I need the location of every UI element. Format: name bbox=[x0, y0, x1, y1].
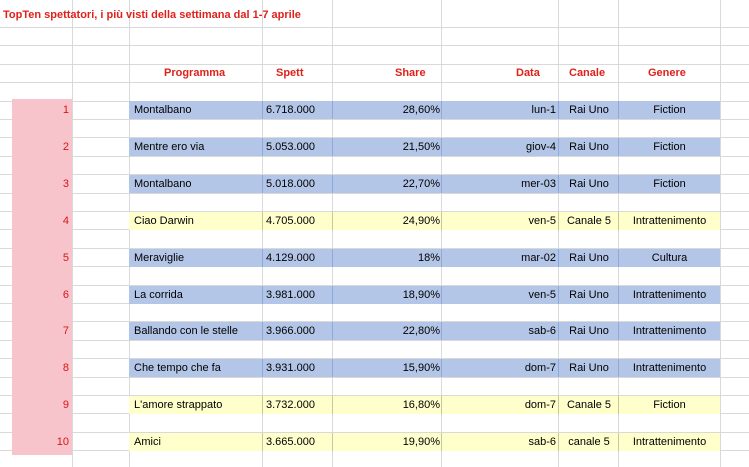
cell-border bbox=[262, 249, 263, 267]
row-gridline bbox=[0, 45, 749, 46]
data-cell[interactable]: mar-02 bbox=[521, 252, 556, 264]
genere-cell[interactable]: Intrattenimento bbox=[632, 362, 707, 374]
genere-cell[interactable]: Intrattenimento bbox=[632, 289, 707, 301]
cell-border bbox=[441, 322, 442, 340]
spett-cell[interactable]: 3.665.000 bbox=[266, 436, 315, 448]
canale-cell[interactable]: Rai Uno bbox=[569, 252, 609, 264]
share-cell[interactable]: 22,70% bbox=[402, 178, 440, 190]
cell-border bbox=[332, 175, 333, 193]
cell-border bbox=[332, 101, 333, 119]
cell-border bbox=[262, 101, 263, 119]
cell-border bbox=[332, 322, 333, 340]
genere-cell[interactable]: Intrattenimento bbox=[632, 325, 707, 337]
spett-cell[interactable]: 3.931.000 bbox=[266, 362, 315, 374]
cell-border bbox=[262, 175, 263, 193]
header-canale[interactable]: Canale bbox=[569, 67, 606, 79]
rank-cell[interactable]: 6 bbox=[62, 289, 69, 301]
rank-cell[interactable]: 7 bbox=[62, 325, 69, 337]
data-cell[interactable]: sab-6 bbox=[528, 325, 556, 337]
cell-border bbox=[262, 396, 263, 414]
programma-cell[interactable]: Amici bbox=[134, 436, 161, 448]
programma-cell[interactable]: La corrida bbox=[134, 289, 183, 301]
data-cell[interactable]: dom-7 bbox=[524, 362, 556, 374]
genere-cell[interactable]: Fiction bbox=[653, 104, 686, 116]
cell-border bbox=[441, 138, 442, 156]
spett-cell[interactable]: 5.053.000 bbox=[266, 141, 315, 153]
share-cell[interactable]: 19,90% bbox=[402, 436, 440, 448]
data-cell[interactable]: mer-03 bbox=[521, 178, 556, 190]
cell-border bbox=[332, 433, 333, 451]
spett-cell[interactable]: 4.705.000 bbox=[266, 215, 315, 227]
cell-border bbox=[441, 175, 442, 193]
row-gridline bbox=[0, 193, 749, 194]
rank-cell[interactable]: 9 bbox=[62, 399, 69, 411]
rank-cell[interactable]: 10 bbox=[56, 436, 69, 448]
sheet-title[interactable]: TopTen spettatori, i più visti della settimana dal 1-7 aprile bbox=[3, 9, 301, 21]
rank-cell[interactable]: 3 bbox=[62, 178, 69, 190]
canale-cell[interactable]: canale 5 bbox=[568, 436, 610, 448]
cell-border bbox=[262, 433, 263, 451]
genere-cell[interactable]: Fiction bbox=[653, 399, 686, 411]
cell-border bbox=[332, 359, 333, 377]
row-gridline bbox=[0, 377, 749, 378]
data-cell[interactable]: lun-1 bbox=[531, 104, 556, 116]
share-cell[interactable]: 15,90% bbox=[402, 362, 440, 374]
cell-border bbox=[441, 433, 442, 451]
cell-border bbox=[332, 138, 333, 156]
cell-border bbox=[441, 212, 442, 230]
spett-cell[interactable]: 6.718.000 bbox=[266, 104, 315, 116]
rank-cell[interactable]: 1 bbox=[62, 104, 69, 116]
cell-border bbox=[262, 322, 263, 340]
cell-border bbox=[441, 101, 442, 119]
cell-border bbox=[332, 286, 333, 304]
canale-cell[interactable]: Rai Uno bbox=[569, 325, 609, 337]
spett-cell[interactable]: 3.981.000 bbox=[266, 289, 315, 301]
cell-border bbox=[262, 138, 263, 156]
programma-cell[interactable]: Meraviglie bbox=[134, 252, 185, 264]
column-gridline bbox=[720, 0, 721, 467]
data-cell[interactable]: ven-5 bbox=[528, 289, 556, 301]
programma-cell[interactable]: Ciao Darwin bbox=[134, 215, 194, 227]
row-gridline bbox=[0, 27, 749, 28]
rank-cell[interactable]: 5 bbox=[62, 252, 69, 264]
programma-cell[interactable]: Ballando con le stelle bbox=[134, 325, 238, 337]
header-data[interactable]: Data bbox=[516, 67, 540, 79]
genere-cell[interactable]: Intrattenimento bbox=[632, 436, 707, 448]
header-genere[interactable]: Genere bbox=[648, 67, 686, 79]
cell-border bbox=[332, 396, 333, 414]
share-cell[interactable]: 18,90% bbox=[402, 289, 440, 301]
canale-cell[interactable]: Rai Uno bbox=[569, 362, 609, 374]
spett-cell[interactable]: 4.129.000 bbox=[266, 252, 315, 264]
canale-cell[interactable]: Rai Uno bbox=[569, 178, 609, 190]
canale-cell[interactable]: Rai Uno bbox=[569, 104, 609, 116]
row-gridline bbox=[0, 64, 749, 65]
data-cell[interactable]: sab-6 bbox=[528, 436, 556, 448]
cell-border bbox=[262, 212, 263, 230]
programma-cell[interactable]: Montalbano bbox=[134, 178, 192, 190]
cell-border bbox=[441, 396, 442, 414]
canale-cell[interactable]: Canale 5 bbox=[566, 215, 612, 227]
cell-border bbox=[262, 359, 263, 377]
programma-cell[interactable]: Montalbano bbox=[134, 104, 192, 116]
genere-cell[interactable]: Cultura bbox=[651, 252, 688, 264]
column-gridline bbox=[72, 0, 73, 467]
rank-cell[interactable]: 2 bbox=[62, 141, 69, 153]
cell-border bbox=[441, 286, 442, 304]
genere-cell[interactable]: Fiction bbox=[653, 141, 686, 153]
spett-cell[interactable]: 5.018.000 bbox=[266, 178, 315, 190]
cell-border bbox=[332, 212, 333, 230]
genere-cell[interactable]: Fiction bbox=[653, 178, 686, 190]
row-gridline bbox=[0, 119, 749, 120]
row-gridline bbox=[0, 340, 749, 341]
header-share[interactable]: Share bbox=[395, 67, 426, 79]
share-cell[interactable]: 22,80% bbox=[402, 325, 440, 337]
header-programma[interactable]: Programma bbox=[164, 67, 226, 79]
row-gridline bbox=[0, 82, 749, 83]
canale-cell[interactable]: Rai Uno bbox=[569, 289, 609, 301]
row-gridline bbox=[0, 156, 749, 157]
share-cell[interactable]: 24,90% bbox=[402, 215, 440, 227]
share-cell[interactable]: 21,50% bbox=[402, 141, 440, 153]
cell-border bbox=[262, 286, 263, 304]
cell-border bbox=[441, 359, 442, 377]
data-cell[interactable]: giov-4 bbox=[526, 141, 556, 153]
cell-border bbox=[332, 249, 333, 267]
canale-cell[interactable]: Canale 5 bbox=[566, 399, 612, 411]
share-cell[interactable]: 16,80% bbox=[402, 399, 440, 411]
data-cell[interactable]: dom-7 bbox=[524, 399, 556, 411]
data-cell[interactable]: ven-5 bbox=[528, 215, 556, 227]
header-spett[interactable]: Spett bbox=[276, 67, 304, 79]
share-cell[interactable]: 28,60% bbox=[402, 104, 440, 116]
programma-cell[interactable]: L'amore strappato bbox=[134, 399, 223, 411]
rank-cell[interactable]: 8 bbox=[62, 362, 69, 374]
canale-cell[interactable]: Rai Uno bbox=[569, 141, 609, 153]
cell-border bbox=[441, 249, 442, 267]
programma-cell[interactable]: Che tempo che fa bbox=[134, 362, 221, 374]
spett-cell[interactable]: 3.732.000 bbox=[266, 399, 315, 411]
spett-cell[interactable]: 3.966.000 bbox=[266, 325, 315, 337]
programma-cell[interactable]: Mentre ero via bbox=[134, 141, 205, 153]
genere-cell[interactable]: Intrattenimento bbox=[632, 215, 707, 227]
share-cell[interactable]: 18% bbox=[417, 252, 440, 264]
rank-cell[interactable]: 4 bbox=[62, 215, 69, 227]
